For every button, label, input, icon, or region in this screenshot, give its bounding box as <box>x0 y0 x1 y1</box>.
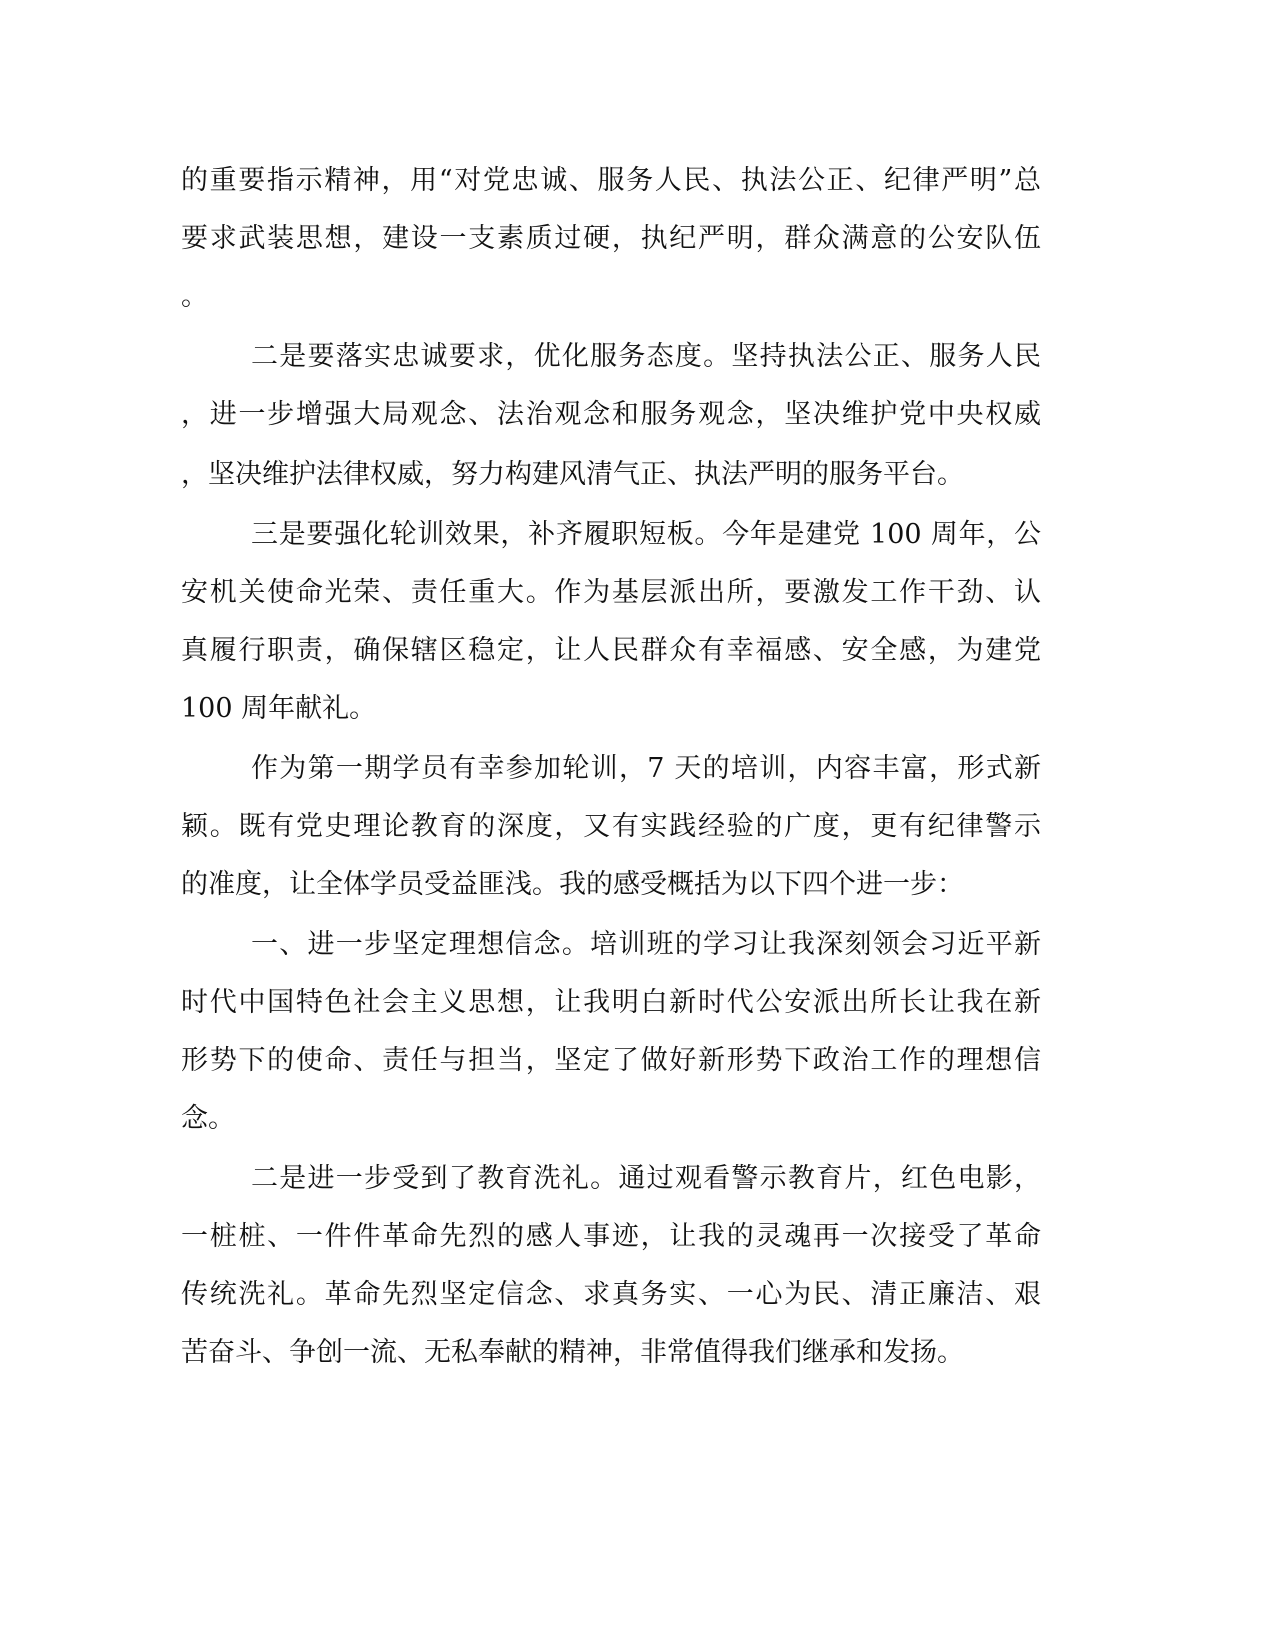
text-line: ，进一步增强大局观念、法治观念和服务观念，坚决维护党中央权威 <box>181 399 1041 430</box>
text-line: 安机关使命光荣、责任重大。作为基层派出所，要激发工作干劲、认 <box>181 577 1041 608</box>
text-line: 颖。既有党史理论教育的深度，又有实践经验的广度，更有纪律警示 <box>181 811 1041 842</box>
text-line: 的准度，让全体学员受益匪浅。我的感受概括为以下四个进一步： <box>181 869 964 900</box>
text-line: 念。 <box>181 1103 235 1134</box>
text-line: 。 <box>181 281 208 312</box>
text-line: 的重要指示精神，用“对党忠诚、服务人民、执法公正、纪律严明”总 <box>181 165 1041 196</box>
text-line: ，坚决维护法律权威，努力构建风清气正、执法严明的服务平台。 <box>181 459 964 490</box>
paragraph-first-line: 二是进一步受到了教育洗礼。通过观看警示教育片，红色电影， <box>251 1163 1041 1194</box>
text-line: 形势下的使命、责任与担当，坚定了做好新形势下政治工作的理想信 <box>181 1045 1041 1076</box>
text-line: 一桩桩、一件件革命先烈的感人事迹，让我的灵魂再一次接受了革命 <box>181 1221 1041 1252</box>
text-line: 要求武装思想，建设一支素质过硬，执纪严明，群众满意的公安队伍 <box>181 223 1041 254</box>
text-line: 时代中国特色社会主义思想，让我明白新时代公安派出所长让我在新 <box>181 987 1041 1018</box>
paragraph-first-line: 二是要落实忠诚要求，优化服务态度。坚持执法公正、服务人民 <box>251 341 1041 372</box>
text-line: 100 周年献礼。 <box>181 693 377 724</box>
paragraph-first-line: 一、进一步坚定理想信念。培训班的学习让我深刻领会习近平新 <box>251 929 1041 960</box>
paragraph-first-line: 三是要强化轮训效果，补齐履职短板。今年是建党 100 周年，公 <box>251 519 1041 550</box>
text-line: 苦奋斗、争创一流、无私奉献的精神，非常值得我们继承和发扬。 <box>181 1337 964 1368</box>
paragraph-first-line: 作为第一期学员有幸参加轮训，7 天的培训，内容丰富，形式新 <box>251 753 1041 784</box>
text-line: 传统洗礼。革命先烈坚定信念、求真务实、一心为民、清正廉洁、艰 <box>181 1279 1041 1310</box>
text-line: 真履行职责，确保辖区稳定，让人民群众有幸福感、安全感，为建党 <box>181 635 1041 666</box>
